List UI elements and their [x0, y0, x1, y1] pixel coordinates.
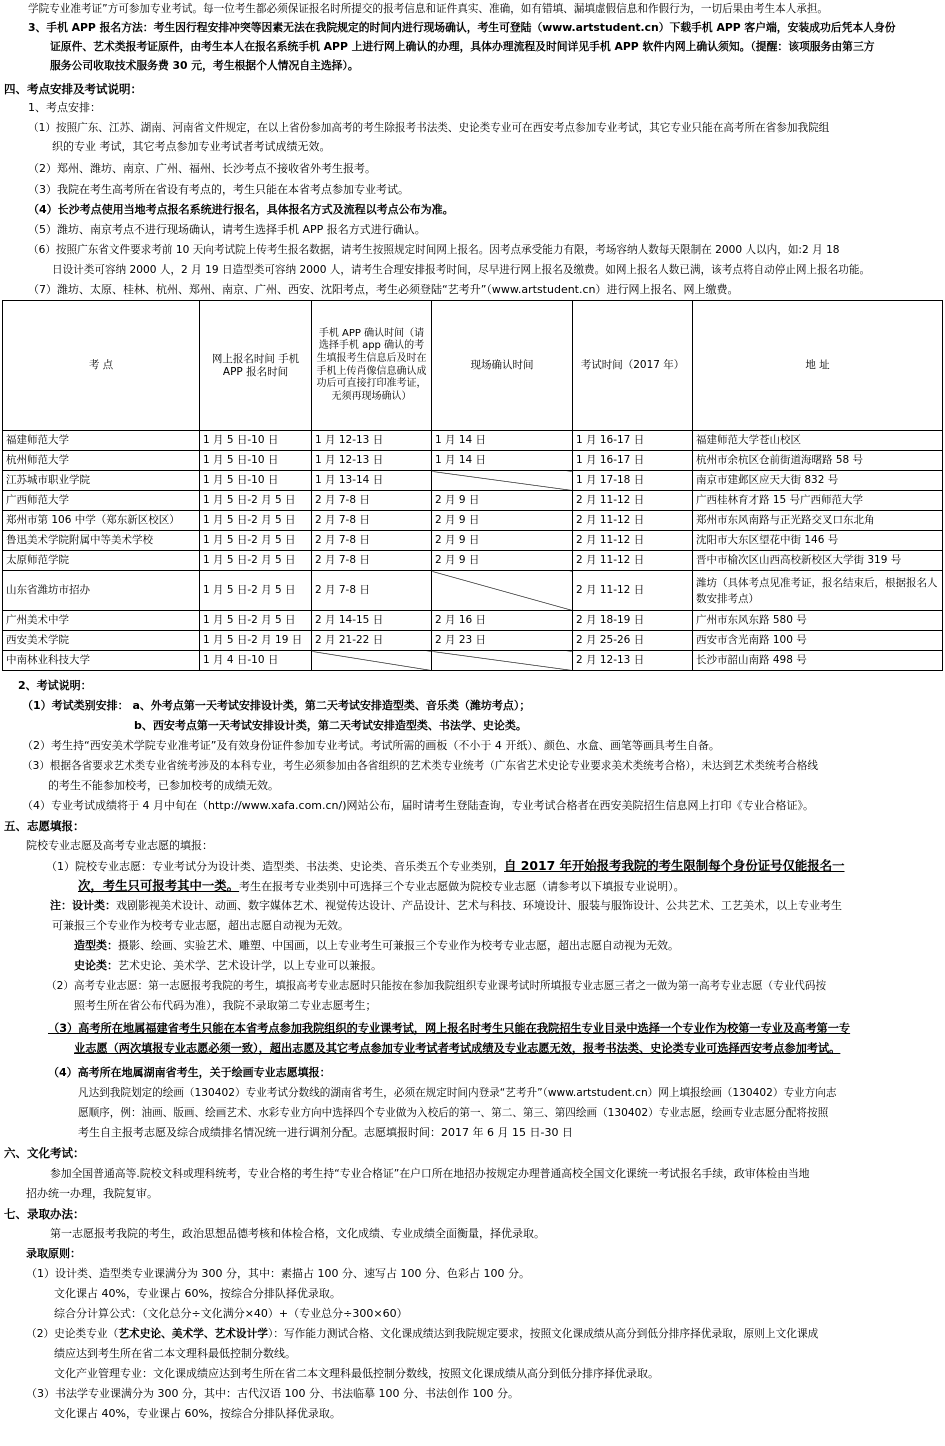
s5-p1-rest: 考生在报考专业类别中可选择三个专业志愿做为院校专业志愿（请参考以下填报专业说明）。 [239, 880, 685, 893]
cell-onsite: 2 月 9 日 [432, 531, 573, 551]
header-app-confirm: 手机 APP 确认时间（请选择手机 app 确认的考生填报考生信息后及时在手机上传肖像信息确认成功后可直接打印准考证，无须再现场确认） [312, 301, 432, 431]
cell-site: 广西师范大学 [3, 491, 200, 511]
s7-r1: （1）设计类、造型类专业课满分为 300 分，其中：素描占 100 分、速写占 100 分、色彩占 100 分。 [26, 1267, 530, 1280]
table-row [3, 551, 943, 571]
top-line-2: 3、手机 APP 报名方法：考生因行程安排冲突等因素无法在我院规定的时间内进行现场确认，考生可登陆（www.artstudent.cn）下载手机 APP 客户端，安装成功后凭本人身份 [28, 21, 896, 34]
cell-online: 1 月 5 日-10 日 [200, 471, 312, 491]
cell-address: 长沙市韶山南路 498 号 [693, 651, 943, 671]
s5-p1a-text: （1）院校专业志愿：专业考试分为设计类、造型类、书法类、史论类、音乐类五个专业类别， [46, 860, 504, 873]
table-row [3, 451, 943, 471]
cell-online: 1 月 5 日-2 月 5 日 [200, 491, 312, 511]
s4-item6b: 日设计类可容纳 2000 人，2 月 19 日造型类可容纳 2000 人，请考生合理安排报考时间，尽早进行网上报名及缴费。如网上报名人数已满，该考点将自动停止网上报名功能。 [52, 264, 871, 276]
cell-app: 1 月 12-13 日 [312, 431, 432, 451]
cell-exam: 2 月 12-13 日 [573, 651, 693, 671]
s7-r2d: 绩应达到考生所在省二本文理科最低控制分数线。 [54, 1347, 296, 1360]
s5-note-design-label: 注：设计类： [50, 899, 116, 912]
header-address: 地 址 [693, 301, 943, 431]
section4-title: 四、考点安排及考试说明： [4, 82, 142, 96]
cell-app: 2 月 7-8 日 [312, 491, 432, 511]
s5-p3b: 业志愿（两次填报专业志愿必须一致），超出志愿及其它考点参加专业考试者考试成绩及专业志愿无效，报考书法类、史论类专业可选择西安考点参加考试。 [74, 1042, 841, 1055]
s5-p2b: 照考生所在省公布代码为准），我院不录取第二专业志愿考生； [74, 999, 377, 1012]
cell-address: 晋中市榆次区山西高校新校区大学街 319 号 [693, 551, 943, 571]
cell-online: 1 月 5 日-2 月 5 日 [200, 611, 312, 631]
cell-online: 1 月 5 日-2 月 19 日 [200, 631, 312, 651]
cell-onsite: 2 月 23 日 [432, 631, 573, 651]
cell-exam: 1 月 16-17 日 [573, 431, 693, 451]
cell-site: 江苏城市职业学院 [3, 471, 200, 491]
table-row [3, 511, 943, 531]
s4-item1a: （1）按照广东、江苏、湖南、河南省文件规定，在以上省份参加高考的考生除报考书法类、史论类专业可在西安考点参加专业考试，其它专业只能在高考所在省参加我院组 [28, 122, 830, 134]
cell-exam: 2 月 18-19 日 [573, 611, 693, 631]
exam-site-table [2, 300, 943, 671]
s5-intro: 院校专业志愿及高考专业志愿的填报： [26, 839, 213, 852]
top-line-3: 证原件、艺术类报考证原件，由考生本人在报名系统手机 APP 上进行网上确认的办理，具体办理流程及时间详见手机 APP 软件内网上确认须知。（提醒：该项服务由第三方 [50, 40, 875, 53]
cell-address: 广州市东风东路 580 号 [693, 611, 943, 631]
s5-note-modeling [74, 937, 679, 956]
s7-principle: 录取原则： [26, 1247, 81, 1260]
s5-note-history-label: 史论类： [74, 959, 118, 972]
s7-r1b: 文化课占 40%，专业课占 60%，按综合分排队择优录取。 [54, 1287, 341, 1300]
s4-item2: （2）郑州、潍坊、南京、广州、福州、长沙考点不接收省外考生报考。 [28, 162, 376, 175]
s7-r2e: 文化产业管理专业：文化课成绩应达到考生所在省二本文理科最低控制分数线，按照文化课成绩从高分到低分排序择优录取。 [54, 1367, 659, 1380]
s5-note-design-2: 可兼报三个专业作为校考专业志愿，超出志愿自动视为无效。 [52, 919, 349, 932]
cell-onsite: 2 月 16 日 [432, 611, 573, 631]
s4-item7: （7）潍坊、太原、桂林、杭州、郑州、南京、广州、西安、沈阳考点，考生必须登陆“艺考升”（www.artstudent.cn）进行网上报名、网上缴费。 [28, 283, 739, 296]
s5-p1-emphasis: 自 2017 年开始报考我院的考生限制每个身份证号仅能报名一 [504, 858, 845, 873]
s7-r2-prefix: （2）史论类专业（ [26, 1327, 119, 1340]
cell-site: 中南林业科技大学 [3, 651, 200, 671]
section6-title: 六、文化考试： [4, 1146, 85, 1160]
s4-item3: （3）我院在考生高考所在省设有考点的，考生只能在本省考点参加专业考试。 [28, 183, 409, 196]
cell-site: 鲁迅美术学院附属中等美术学校 [3, 531, 200, 551]
table-row [3, 611, 943, 631]
s7-line1: 第一志愿报考我院的考生，政治思想品德考核和体检合格，文化成绩、专业成绩全面衡量，择优录取。 [50, 1227, 545, 1240]
cell-onsite: 2 月 9 日 [432, 511, 573, 531]
cell-onsite: 2 月 9 日 [432, 551, 573, 571]
cell-onsite-empty [432, 651, 573, 671]
cell-online: 1 月 5 日-2 月 5 日 [200, 551, 312, 571]
exam-note-2: （2）考生持“西安美术学院专业准考证”及有效身份证件参加专业考试。考试所需的画板（不小于 4 开纸）、颜色、水盒、画笔等画具考生自备。 [22, 739, 720, 752]
cell-address: 南京市建邺区应天大街 832 号 [693, 471, 943, 491]
exam-note-4: （4）专业考试成绩将于 4 月中旬在（http://www.xafa.com.cn/)网站公布，届时请考生登陆查询，专业考试合格者在西安美院招生信息网上打印《专业合格证》。 [22, 799, 815, 812]
table-header-row [3, 301, 943, 431]
s6-line2: 招办统一办理，我院复审。 [26, 1187, 158, 1200]
cell-onsite: 2 月 9 日 [432, 491, 573, 511]
cell-onsite-empty [432, 571, 573, 611]
header-onsite: 现场确认时间 [432, 301, 573, 431]
cell-online: 1 月 4 日-10 日 [200, 651, 312, 671]
cell-address: 杭州市余杭区仓前街道海曙路 58 号 [693, 451, 943, 471]
exam-note-3a: （3）根据各省要求艺术类专业省统考涉及的本科专业，考生必须参加由各省组织的艺术类专业统考（广东省艺术史论专业要求美术类统考合格），未达到艺术类统考合格线 [22, 760, 818, 772]
cell-site: 广州美术中学 [3, 611, 200, 631]
cell-app: 2 月 7-8 日 [312, 551, 432, 571]
s7-r1c: 综合分计算公式：（文化总分÷文化满分×40）+（专业总分÷300×60） [54, 1307, 408, 1320]
exam-notes-title: 2、考试说明： [18, 679, 92, 692]
section7-title: 七、录取办法： [4, 1207, 85, 1221]
table-row [3, 491, 943, 511]
s4-sub1: 1、考点安排： [28, 101, 101, 114]
s7-r3: （3）书法学专业课满分为 300 分，其中：古代汉语 100 分、书法临摹 100 分、书法创作 100 分。 [26, 1387, 519, 1400]
cell-app: 1 月 12-13 日 [312, 451, 432, 471]
cell-app: 2 月 14-15 日 [312, 611, 432, 631]
exam-note-1b: b、西安考点第一天考试安排设计类，第二天考试安排造型类、书法学、史论类。 [134, 719, 527, 732]
s4-item5: （5）潍坊、南京考点不进行现场确认，请考生选择手机 APP 报名方式进行确认。 [28, 223, 426, 236]
s5-p1b [78, 877, 685, 897]
table-row [3, 651, 943, 671]
s4-item6a: （6）按照广东省文件要求考前 10 天向考试院上传考生报名数据，请考生按照规定时间网上报名。因考点承受能力有限，考场容纳人数每天限制在 2000 人以内，如:2 月 18 [28, 244, 840, 256]
s5-p3a: （3）高考所在地属福建省考生只能在本省考点参加我院组织的专业课考试，网上报名时考生只能在我院招生专业目录中选择一个专业作为校第一专业及高考第一专 [48, 1022, 851, 1035]
header-exam-time: 考试时间（2017 年） [573, 301, 693, 431]
cell-exam: 2 月 11-12 日 [573, 551, 693, 571]
cell-site: 福建师范大学 [3, 431, 200, 451]
s5-p2a: （2）高考专业志愿：第一志愿报考我院的考生，填报高考专业志愿时只能按在参加我院组织专业课考试时所填报专业志愿三者之一做为第一高考专业志愿（专业代码按 [46, 980, 827, 992]
s7-r2-majors: 艺术史论、美术学、艺术设计学 [118, 1327, 268, 1340]
cell-site: 杭州师范大学 [3, 451, 200, 471]
s5-p4a: 凡达到我院划定的绘画（130402）专业考试分数线的湖南省考生，必须在规定时间内登录“艺考升”（www.artstudent.cn）网上填报绘画（130402）专业方向志 [78, 1087, 837, 1099]
cell-online: 1 月 5 日-10 日 [200, 451, 312, 471]
table-row [3, 631, 943, 651]
table-row [3, 571, 943, 611]
s5-p4b: 愿顺序，例：油画、版画、绘画艺术、水彩专业方向中选择四个专业做为入校后的第一、第二、第三、第四绘画（130402）专业志愿，绘画专业志愿分配将按照 [78, 1107, 829, 1119]
cell-app: 2 月 7-8 日 [312, 571, 432, 611]
top-line-1: 学院专业准考证”方可参加专业考试。每一位考生都必须保证报名时所提交的报考信息和证件真实、准确，如有错填、漏填虚假信息和作假行为，一切后果由考生本人承担。 [28, 3, 829, 15]
s5-p4: （4）高考所在地属湖南省考生，关于绘画专业志愿填报： [48, 1066, 331, 1079]
cell-site: 郑州市第 106 中学（郑东新区校区） [3, 511, 200, 531]
top-line-4: 服务公司收取技术服务费 30 元，考生根据个人情况自主选择）。 [50, 59, 359, 72]
cell-onsite: 1 月 14 日 [432, 451, 573, 471]
s5-note-modeling-text: 摄影、绘画、实验艺术、雕塑、中国画，以上专业考生可兼报三个专业作为校考专业志愿，超出志愿自动视为无效。 [118, 939, 679, 952]
cell-online: 1 月 5 日-2 月 5 日 [200, 571, 312, 611]
table-row [3, 531, 943, 551]
cell-app-empty [312, 651, 432, 671]
cell-app: 2 月 21-22 日 [312, 631, 432, 651]
exam-note-1a: （1）考试类别安排： a、外考点第一天考试安排设计类，第二天考试安排造型类、音乐类（潍坊考点）； [22, 699, 531, 712]
header-site: 考 点 [3, 301, 200, 431]
s4-item1b: 织的专业 考试，其它考点参加专业考试者考试成绩无效。 [52, 140, 331, 153]
cell-onsite-empty [432, 471, 573, 491]
cell-address: 广西桂林育才路 15 号广西师范大学 [693, 491, 943, 511]
cell-address: 西安市含光南路 100 号 [693, 631, 943, 651]
cell-app: 1 月 13-14 日 [312, 471, 432, 491]
header-online: 网上报名时间 手机 APP 报名时间 [200, 301, 312, 431]
s5-note-design-text: 戏剧影视美术设计、动画、数字媒体艺术、视觉传达设计、产品设计、艺术与科技、环境设计、服装与服饰设计、公共艺术、工艺美术，以上专业考生 [116, 899, 842, 912]
s5-p1-emphasis-2: 次，考生只可报考其中一类。 [78, 878, 240, 893]
cell-onsite: 1 月 14 日 [432, 431, 573, 451]
s5-note-design [50, 897, 842, 916]
s5-note-history [74, 957, 382, 976]
exam-note-3b: 的考生不能参加校考，已参加校考的成绩无效。 [48, 779, 279, 792]
s7-r2-text: ）：写作能力测试合格、文化课成绩达到我院规定要求，按照文化课成绩从高分到低分排序择优录取，原则上文化课成 [267, 1327, 819, 1340]
cell-app: 2 月 7-8 日 [312, 511, 432, 531]
cell-address: 郑州市东风南路与正光路交叉口东北角 [693, 511, 943, 531]
s7-r2 [26, 1325, 818, 1344]
s5-p1a [46, 857, 845, 877]
cell-exam: 2 月 25-26 日 [573, 631, 693, 651]
cell-site: 山东省潍坊市招办 [3, 571, 200, 611]
cell-exam: 2 月 11-12 日 [573, 531, 693, 551]
s6-line1: 参加全国普通高等.院校文科或理科统考，专业合格的考生持“专业合格证”在户口所在地招办按规定办理普通高校全国文化课统一考试报名手续，政审体检由当地 [50, 1167, 810, 1180]
s7-r3b: 文化课占 40%，专业课占 60%，按综合分排队择优录取。 [54, 1407, 341, 1420]
cell-online: 1 月 5 日-10 日 [200, 431, 312, 451]
s4-item4: （4）长沙考点使用当地考点报名系统进行报名，具体报名方式及流程以考点公布为准。 [28, 203, 454, 216]
cell-exam: 2 月 11-12 日 [573, 511, 693, 531]
cell-address: 潍坊（具体考点见准考证，报名结束后，根据报名人数安排考点） [693, 571, 943, 611]
cell-exam: 2 月 11-12 日 [573, 571, 693, 611]
table-row [3, 471, 943, 491]
section5-title: 五、志愿填报： [4, 819, 85, 833]
s5-note-history-text: 艺术史论、美术学、艺术设计学，以上专业可以兼报。 [118, 959, 382, 972]
s5-p4c: 考生自主报考志愿及综合成绩排名情况统一进行调剂分配。志愿填报时间：2017 年 6 月 15 日-30 日 [78, 1126, 573, 1139]
cell-exam: 2 月 11-12 日 [573, 491, 693, 511]
cell-site: 西安美术学院 [3, 631, 200, 651]
cell-app: 2 月 7-8 日 [312, 531, 432, 551]
s5-note-modeling-label: 造型类： [74, 939, 118, 952]
cell-online: 1 月 5 日-2 月 5 日 [200, 531, 312, 551]
cell-exam: 1 月 17-18 日 [573, 471, 693, 491]
cell-online: 1 月 5 日-2 月 5 日 [200, 511, 312, 531]
cell-address: 沈阳市大东区望花中街 146 号 [693, 531, 943, 551]
cell-site: 太原师范学院 [3, 551, 200, 571]
cell-address: 福建师范大学苍山校区 [693, 431, 943, 451]
table-row [3, 431, 943, 451]
cell-exam: 1 月 16-17 日 [573, 451, 693, 471]
